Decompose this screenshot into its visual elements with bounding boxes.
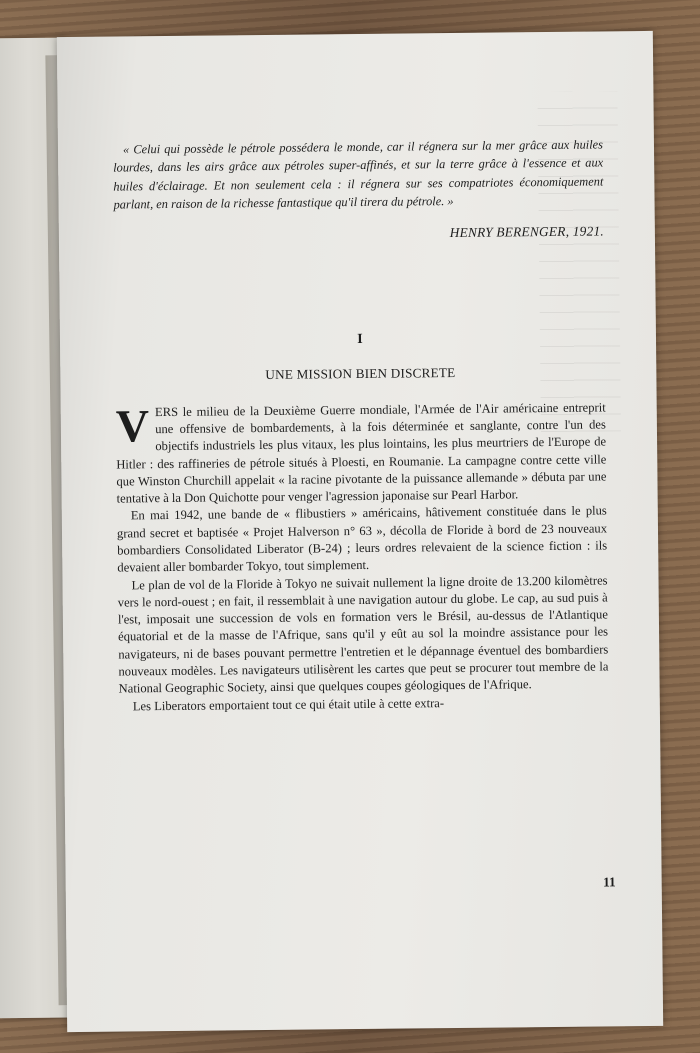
paragraph-4: Les Liberators emportaient tout ce qui était utile à cette extra- <box>132 695 445 714</box>
drop-cap: V <box>115 399 150 452</box>
epigraph-quote: « Celui qui possède le pétrole possédera le monde, car il régnera sur la mer grâce aux huiles lourdes, dans les airs grâce aux pétroles super-affinés, et sur la terre grâce à l'essence et aux huiles d'éclairage. Et non seulement cela : il régnera sur ses compatriotes économiquement parlant, en raison de la richesse fantastique qu'il tirera du pétrole. » <box>113 137 604 212</box>
paragraph-3: Le plan de vol de la Floride à Tokyo ne suivait nullement la ligne droite de 13.200 kilomètres vers le nord-ouest ; en fait, il ressemblait à une navigation autour du globe. Le cap, au sud puis à l'est, imposait une succession de vols en formation vers le Brésil, au-dessus de l'Atlantique équatorial et de la masse de l'Afrique, sans qu'il y eût au sol la moindre assistance pour les navigateurs, ni de bases pouvant permettre l'entretien et le dépannage éventuel des bombardiers nouveaux modèles. Les navigateurs utilisèrent les cartes que peut se procurer tout membre de la National Geographic Society, ainsi que quelques coupes géologiques de l'Afrique. <box>117 573 609 696</box>
epigraph-attribution: HENRY BERENGER, 1921. <box>449 223 604 240</box>
book-page <box>57 31 663 1032</box>
chapter-body <box>116 399 609 715</box>
paragraph-2: En mai 1942, une bande de « flibustiers » américains, hâtivement constituée dans le plus grand secret et baptisée « Projet Halverson n° 63 », décolla de Floride à bord de 23 nouveaux bombardiers Consolidated Liberator (B-24) ; leurs ordres relevaient de la science fiction : ils devaient aller bombarder Tokyo, tout simplement. <box>116 503 608 575</box>
page-content <box>113 135 609 715</box>
chapter-number: I <box>357 331 363 347</box>
paragraph-1 <box>116 399 607 508</box>
page-number: 11 <box>602 874 616 890</box>
chapter-title: UNE MISSION BIEN DISCRETE <box>265 364 456 382</box>
paragraph-1-text: ERS le milieu de la Deuxième Guerre mondiale, l'Armée de l'Air américaine entreprit une offensive de bombardements, à la fois déterminée et sanglante, contre l'un des objectifs industriels les plus vitaux, les plus lointains, les plus meurtriers de l'Europe de Hitler : des raffineries de pétrole situés à Ploesti, en Roumanie. La campagne contre cette ville que Winston Churchill appelait « la racine pivotante de la puissance allemande » débuta par une tentative à la Don Quichotte pour venger l'agression japonaise sur Pearl Harbor. <box>116 400 607 506</box>
